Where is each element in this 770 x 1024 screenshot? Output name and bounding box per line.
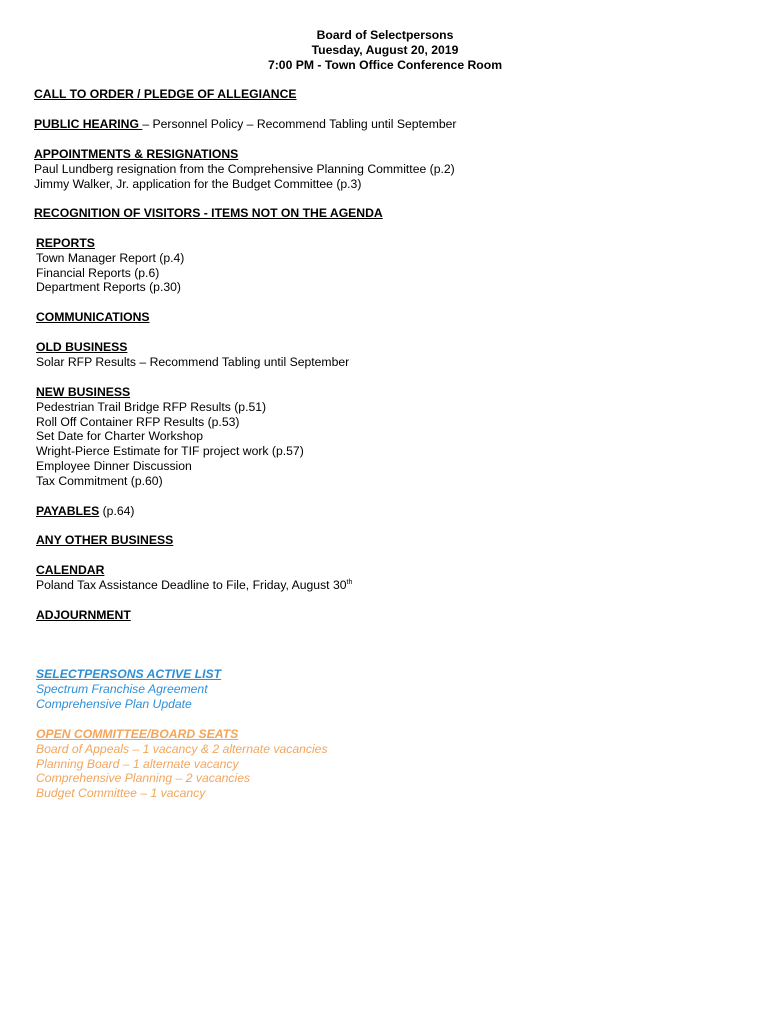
- list-item: Tax Commitment (p.60): [36, 473, 163, 488]
- document-header: [0, 28, 770, 73]
- list-item: Jimmy Walker, Jr. application for the Budget Committee (p.3): [34, 176, 362, 191]
- any-other-business-section: [36, 533, 736, 548]
- reports-heading: REPORTS: [36, 236, 95, 250]
- list-item: Employee Dinner Discussion: [36, 458, 192, 473]
- payables-section: [36, 504, 736, 519]
- open-seats-heading: OPEN COMMITTEE/BOARD SEATS: [36, 727, 239, 741]
- old-business-section: [36, 340, 736, 370]
- payables-text: (p.64): [99, 504, 135, 518]
- public-hearing-text: – Personnel Policy – Recommend Tabling until September: [142, 117, 457, 131]
- calendar-item: Poland Tax Assistance Deadline to File, Friday, August 30: [36, 577, 347, 592]
- public-hearing-heading: PUBLIC HEARING: [34, 117, 143, 131]
- active-list-section: [36, 667, 736, 711]
- list-item: Comprehensive Planning – 2 vacancies: [36, 771, 251, 786]
- appointments-heading: APPOINTMENTS & RESIGNATIONS: [34, 147, 239, 161]
- any-other-business-heading: ANY OTHER BUSINESS: [36, 533, 174, 547]
- active-list-heading: SELECTPERSONS ACTIVE LIST: [36, 667, 222, 681]
- list-item: Pedestrian Trail Bridge RFP Results (p.51): [36, 399, 267, 414]
- list-item: Department Reports (p.30): [36, 280, 181, 295]
- adjournment-heading: ADJOURNMENT: [36, 608, 131, 622]
- new-business-heading: NEW BUSINESS: [36, 385, 131, 399]
- calendar-section: [36, 563, 736, 593]
- old-business-heading: OLD BUSINESS: [36, 340, 128, 354]
- payables-heading: PAYABLES: [36, 504, 100, 518]
- appointments-section: [34, 147, 734, 191]
- public-hearing-section: [34, 117, 734, 132]
- calendar-heading: CALENDAR: [36, 563, 105, 577]
- adjournment-section: [36, 608, 736, 623]
- call-to-order-section: [34, 87, 734, 102]
- list-item: Spectrum Franchise Agreement: [36, 681, 208, 696]
- new-business-section: [36, 385, 736, 489]
- list-item: Set Date for Charter Workshop: [36, 429, 204, 444]
- meeting-time-location: 7:00 PM - Town Office Conference Room: [267, 58, 503, 72]
- calendar-ordinal-suffix: th: [346, 578, 353, 586]
- recognition-section: [34, 206, 734, 221]
- list-item: Town Manager Report (p.4): [36, 250, 185, 265]
- reports-section: [36, 236, 736, 295]
- communications-heading: COMMUNICATIONS: [36, 310, 150, 324]
- list-item: Roll Off Container RFP Results (p.53): [36, 414, 240, 429]
- list-item: Paul Lundberg resignation from the Comprehensive Planning Committee (p.2): [34, 161, 455, 176]
- list-item: Budget Committee – 1 vacancy: [36, 786, 206, 801]
- communications-section: [36, 310, 736, 325]
- list-item: Board of Appeals – 1 vacancy & 2 alternate vacancies: [36, 741, 328, 756]
- list-item: Wright-Pierce Estimate for TIF project work (p.57): [36, 444, 304, 459]
- recognition-heading: RECOGNITION OF VISITORS - ITEMS NOT ON THE AGENDA: [34, 206, 383, 220]
- meeting-date: Tuesday, August 20, 2019: [311, 43, 459, 57]
- list-item: Solar RFP Results – Recommend Tabling until September: [36, 354, 350, 369]
- list-item: Comprehensive Plan Update: [36, 696, 192, 711]
- call-to-order-heading: CALL TO ORDER / PLEDGE OF ALLEGIANCE: [34, 87, 297, 101]
- list-item: Financial Reports (p.6): [36, 265, 160, 280]
- open-seats-section: [36, 727, 736, 801]
- board-title: Board of Selectpersons: [316, 28, 454, 42]
- list-item: Planning Board – 1 alternate vacancy: [36, 756, 239, 771]
